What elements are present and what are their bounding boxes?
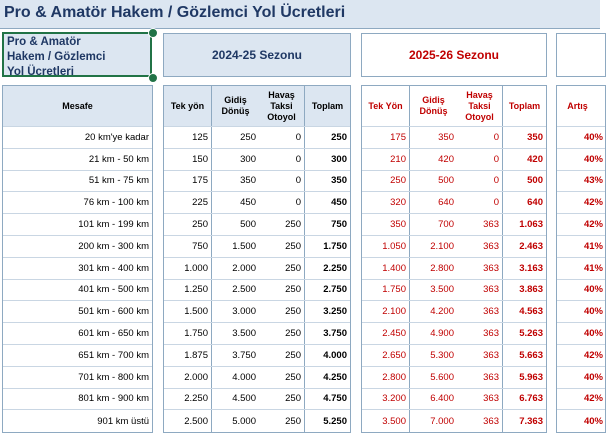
s25-one-way-cell[interactable]: 320 — [362, 192, 410, 213]
increase-row — [557, 127, 605, 149]
s24-round-trip-cell[interactable]: 3.000 — [232, 306, 256, 318]
s24-round-trip-cell[interactable]: 2.500 — [232, 284, 256, 296]
selection-handle-bottom-right[interactable] — [148, 73, 158, 83]
distance-cell[interactable]: 801 km - 900 km — [78, 393, 149, 405]
s24-one-way-cell[interactable]: 2.250 — [164, 389, 212, 410]
s25-round-trip-cell[interactable]: 500 — [438, 175, 454, 187]
s25-total-cell[interactable]: 5.263 — [519, 328, 543, 340]
season-2024-row — [164, 367, 350, 389]
s25-one-way-cell[interactable]: 1.400 — [362, 258, 410, 279]
distance-cell[interactable]: 51 km - 75 km — [88, 175, 149, 187]
season-2025-row — [362, 149, 546, 171]
s24-total-cell[interactable]: 2.250 — [323, 262, 347, 274]
distance-cell[interactable]: 501 km - 600 km — [78, 306, 149, 318]
s25-one-way-cell[interactable]: 1.750 — [362, 280, 410, 301]
distance-row — [3, 389, 152, 411]
selected-cell-line-1: Pro & Amatör — [7, 36, 81, 48]
season-2025-row — [362, 323, 546, 345]
increase-header-row — [557, 86, 605, 127]
increase-cell[interactable]: 42% — [583, 393, 603, 405]
season-2024-row — [164, 236, 350, 258]
s24-one-way-cell[interactable]: 1.250 — [164, 280, 212, 301]
season-2024-header[interactable]: 2024-25 Sezonu — [163, 33, 351, 77]
s24-taxi-cell[interactable]: 250 — [259, 214, 305, 235]
s24-one-way-cell[interactable]: 175 — [164, 171, 212, 192]
season-2024-row — [164, 301, 350, 323]
distance-column — [2, 85, 153, 433]
s24-taxi-cell[interactable]: 250 — [259, 345, 305, 366]
increase-row — [557, 258, 605, 280]
s25-taxi-cell[interactable]: 363 — [457, 410, 503, 432]
s25-round-trip-cell[interactable]: 5.300 — [430, 349, 454, 361]
s24-total-cell[interactable]: 5.250 — [323, 415, 347, 427]
selected-cell-text — [7, 35, 105, 80]
distance-header-row — [3, 86, 152, 127]
increase-cell[interactable]: 43% — [583, 175, 603, 187]
s24-round-trip-cell[interactable]: 5.000 — [232, 415, 256, 427]
distance-row — [3, 149, 152, 171]
s24-one-way-cell[interactable]: 225 — [164, 192, 212, 213]
distance-row — [3, 192, 152, 214]
increase-row — [557, 389, 605, 411]
distance-row — [3, 367, 152, 389]
season-2024-row — [164, 171, 350, 193]
increase-row — [557, 280, 605, 302]
s24-taxi-cell[interactable]: 250 — [259, 258, 305, 279]
s24-total-cell[interactable]: 3.750 — [323, 328, 347, 340]
s24-one-way-cell[interactable]: 1.875 — [164, 345, 212, 366]
selection-handle-top-right[interactable] — [148, 28, 158, 38]
increase-row — [557, 410, 605, 432]
s24-round-trip-cell[interactable]: 4.500 — [232, 393, 256, 405]
s25-total-cell[interactable]: 420 — [527, 153, 543, 165]
increase-row — [557, 323, 605, 345]
s24-one-way-cell[interactable]: 125 — [164, 127, 212, 148]
s24-one-way-cell[interactable]: 2.500 — [164, 410, 212, 432]
s25-taxi-header[interactable]: Havaş Taksi Otoyol — [457, 86, 503, 126]
s25-total-cell[interactable]: 7.363 — [519, 415, 543, 427]
s24-round-trip-cell[interactable]: 500 — [240, 219, 256, 231]
s24-total-cell[interactable]: 350 — [331, 175, 347, 187]
season-2024-row — [164, 149, 350, 171]
s25-round-trip-cell[interactable]: 2.100 — [430, 240, 454, 252]
s25-one-way-cell[interactable]: 3.200 — [362, 389, 410, 410]
increase-cell[interactable]: 42% — [583, 219, 603, 231]
s24-one-way-cell[interactable]: 1.500 — [164, 301, 212, 322]
s25-taxi-cell[interactable]: 363 — [457, 323, 503, 344]
s25-taxi-cell[interactable]: 0 — [457, 127, 503, 148]
s24-total-cell[interactable]: 250 — [331, 131, 347, 143]
s24-taxi-cell[interactable]: 0 — [259, 171, 305, 192]
s25-total-cell[interactable]: 1.063 — [519, 219, 543, 231]
distance-cell[interactable]: 651 km - 700 km — [78, 349, 149, 361]
s24-total-cell[interactable]: 2.750 — [323, 284, 347, 296]
increase-cell[interactable]: 40% — [583, 153, 603, 165]
s25-taxi-cell[interactable]: 0 — [457, 171, 503, 192]
distance-row — [3, 410, 152, 432]
s25-total-cell[interactable]: 3.863 — [519, 284, 543, 296]
season-2025-row — [362, 410, 546, 432]
season-2024-table — [163, 85, 351, 433]
s25-taxi-cell[interactable]: 363 — [457, 389, 503, 410]
s25-round-trip-cell[interactable]: 700 — [438, 219, 454, 231]
increase-cell[interactable]: 40% — [583, 415, 603, 427]
s25-one-way-cell[interactable]: 210 — [362, 149, 410, 170]
s24-round-trip-cell[interactable]: 3.750 — [232, 349, 256, 361]
s25-total-cell[interactable]: 500 — [527, 175, 543, 187]
season-2025-table — [361, 85, 547, 433]
distance-header-cell[interactable]: Mesafe — [62, 100, 93, 111]
s24-one-way-cell[interactable]: 750 — [164, 236, 212, 257]
s25-one-way-cell[interactable]: 3.500 — [362, 410, 410, 432]
s24-one-way-cell[interactable]: 250 — [164, 214, 212, 235]
s24-round-trip-cell[interactable]: 3.500 — [232, 328, 256, 340]
s25-total-cell[interactable]: 640 — [527, 197, 543, 209]
increase-cell[interactable]: 40% — [583, 306, 603, 318]
s24-total-header[interactable]: Toplam — [311, 100, 344, 111]
selected-cell-line-2: Hakem / Gözlemci — [7, 51, 106, 63]
s24-taxi-cell[interactable]: 250 — [259, 301, 305, 322]
season-2024-row — [164, 214, 350, 236]
s25-taxi-cell[interactable]: 363 — [457, 367, 503, 388]
s25-one-way-cell[interactable]: 2.650 — [362, 345, 410, 366]
season-2025-header[interactable]: 2025-26 Sezonu — [361, 33, 547, 77]
s25-round-trip-cell[interactable]: 350 — [438, 131, 454, 143]
season-2024-row — [164, 192, 350, 214]
season-2025-row — [362, 367, 546, 389]
increase-row — [557, 171, 605, 193]
s24-round-trip-cell[interactable]: 450 — [240, 197, 256, 209]
s25-total-cell[interactable]: 4.563 — [519, 306, 543, 318]
increase-cell[interactable]: 40% — [583, 131, 603, 143]
s24-total-cell[interactable]: 3.250 — [323, 306, 347, 318]
s25-taxi-cell[interactable]: 363 — [457, 236, 503, 257]
increase-cell[interactable]: 42% — [583, 197, 603, 209]
s24-round-trip-header[interactable]: Gidiş Dönüş — [221, 95, 250, 116]
season-2024-row — [164, 258, 350, 280]
season-2025-row — [362, 345, 546, 367]
s25-one-way-cell[interactable]: 250 — [362, 171, 410, 192]
s25-taxi-cell[interactable]: 363 — [457, 258, 503, 279]
increase-column — [556, 85, 606, 433]
s24-taxi-cell[interactable]: 250 — [259, 323, 305, 344]
distance-row — [3, 236, 152, 258]
season-2025-row — [362, 236, 546, 258]
s25-taxi-cell[interactable]: 363 — [457, 214, 503, 235]
s24-total-cell[interactable]: 4.250 — [323, 371, 347, 383]
s24-taxi-cell[interactable]: 250 — [259, 280, 305, 301]
s24-taxi-cell[interactable]: 0 — [259, 149, 305, 170]
s25-round-trip-cell[interactable]: 4.200 — [430, 306, 454, 318]
s25-total-cell[interactable]: 6.763 — [519, 393, 543, 405]
season-2025-row — [362, 192, 546, 214]
s25-round-trip-cell[interactable]: 640 — [438, 197, 454, 209]
increase-row — [557, 345, 605, 367]
distance-row — [3, 214, 152, 236]
s25-round-trip-cell[interactable]: 7.000 — [430, 415, 454, 427]
distance-cell[interactable]: 20 km'ye kadar — [84, 131, 149, 143]
s24-total-cell[interactable]: 1.750 — [323, 240, 347, 252]
season-2024-row — [164, 127, 350, 149]
s24-taxi-cell[interactable]: 0 — [259, 127, 305, 148]
s24-total-cell[interactable]: 300 — [331, 153, 347, 165]
season-2025-row — [362, 127, 546, 149]
s25-taxi-cell[interactable]: 0 — [457, 149, 503, 170]
distance-cell[interactable]: 401 km - 500 km — [78, 284, 149, 296]
distance-cell[interactable]: 76 km - 100 km — [83, 197, 149, 209]
s25-total-cell[interactable]: 350 — [527, 131, 543, 143]
distance-row — [3, 127, 152, 149]
distance-row — [3, 345, 152, 367]
s25-one-way-cell[interactable]: 350 — [362, 214, 410, 235]
s24-total-cell[interactable]: 4.750 — [323, 393, 347, 405]
title-bar — [0, 0, 600, 29]
increase-row — [557, 367, 605, 389]
s24-one-way-cell[interactable]: 1.000 — [164, 258, 212, 279]
s25-one-way-cell[interactable]: 1.050 — [362, 236, 410, 257]
season-2025-header-row — [362, 86, 546, 127]
increase-cell[interactable]: 40% — [583, 371, 603, 383]
s25-round-trip-cell[interactable]: 2.800 — [430, 262, 454, 274]
season-2024-row — [164, 410, 350, 432]
distance-cell[interactable]: 301 km - 400 km — [78, 262, 149, 274]
season-2024-row — [164, 345, 350, 367]
s24-taxi-cell[interactable]: 250 — [259, 389, 305, 410]
s24-round-trip-cell[interactable]: 1.500 — [232, 240, 256, 252]
s25-one-way-header[interactable]: Tek Yön — [362, 86, 410, 126]
s24-taxi-cell[interactable]: 250 — [259, 236, 305, 257]
distance-row — [3, 171, 152, 193]
distance-row — [3, 323, 152, 345]
s25-one-way-cell[interactable]: 2.800 — [362, 367, 410, 388]
distance-cell[interactable]: 21 km - 50 km — [88, 153, 149, 165]
s24-total-cell[interactable]: 4.000 — [323, 349, 347, 361]
s24-round-trip-cell[interactable]: 2.000 — [232, 262, 256, 274]
s25-total-cell[interactable]: 2.463 — [519, 240, 543, 252]
s24-taxi-header[interactable]: Havaş Taksi Otoyol — [259, 86, 305, 126]
season-2024-row — [164, 389, 350, 411]
s25-total-header[interactable]: Toplam — [508, 100, 541, 111]
selected-title-cell[interactable] — [2, 32, 152, 77]
s25-round-trip-cell[interactable]: 4.900 — [430, 328, 454, 340]
season-2024-header-row — [164, 86, 350, 127]
s25-one-way-cell[interactable]: 2.450 — [362, 323, 410, 344]
increase-cell[interactable]: 40% — [583, 328, 603, 340]
s25-total-cell[interactable]: 3.163 — [519, 262, 543, 274]
s25-taxi-cell[interactable]: 363 — [457, 301, 503, 322]
s24-round-trip-cell[interactable]: 4.000 — [232, 371, 256, 383]
s24-one-way-header[interactable]: Tek yön — [164, 86, 212, 126]
s24-round-trip-cell[interactable]: 350 — [240, 175, 256, 187]
selected-cell-line-3: Yol Ücretleri — [7, 66, 74, 78]
increase-row — [557, 192, 605, 214]
s24-taxi-cell[interactable]: 0 — [259, 192, 305, 213]
distance-row — [3, 258, 152, 280]
increase-cell[interactable]: 41% — [583, 240, 603, 252]
artis-header-spacer[interactable] — [556, 33, 606, 77]
s24-one-way-cell[interactable]: 1.750 — [164, 323, 212, 344]
increase-row — [557, 236, 605, 258]
s25-one-way-cell[interactable]: 2.100 — [362, 301, 410, 322]
s25-one-way-cell[interactable]: 175 — [362, 127, 410, 148]
distance-cell[interactable]: 200 km - 300 km — [78, 240, 149, 252]
season-2025-row — [362, 171, 546, 193]
increase-header-cell[interactable]: Artış — [567, 100, 588, 111]
s24-one-way-cell[interactable]: 2.000 — [164, 367, 212, 388]
s24-total-cell[interactable]: 450 — [331, 197, 347, 209]
season-2025-row — [362, 301, 546, 323]
distance-row — [3, 280, 152, 302]
increase-cell[interactable]: 41% — [583, 262, 603, 274]
season-2024-row — [164, 280, 350, 302]
s25-total-cell[interactable]: 5.663 — [519, 349, 543, 361]
season-2025-row — [362, 258, 546, 280]
distance-cell[interactable]: 701 km - 800 km — [78, 371, 149, 383]
increase-row — [557, 214, 605, 236]
s24-one-way-cell[interactable]: 150 — [164, 149, 212, 170]
s24-total-cell[interactable]: 750 — [331, 219, 347, 231]
s25-round-trip-cell[interactable]: 3.500 — [430, 284, 454, 296]
s24-round-trip-cell[interactable]: 250 — [240, 131, 256, 143]
increase-cell[interactable]: 40% — [583, 284, 603, 296]
distance-row — [3, 301, 152, 323]
s24-taxi-cell[interactable]: 250 — [259, 367, 305, 388]
s25-taxi-cell[interactable]: 0 — [457, 192, 503, 213]
increase-row — [557, 301, 605, 323]
s24-round-trip-cell[interactable]: 300 — [240, 153, 256, 165]
increase-row — [557, 149, 605, 171]
s25-total-cell[interactable]: 5.963 — [519, 371, 543, 383]
s25-round-trip-cell[interactable]: 420 — [438, 153, 454, 165]
s24-taxi-cell[interactable]: 250 — [259, 410, 305, 432]
s25-round-trip-cell[interactable]: 6.400 — [430, 393, 454, 405]
season-2025-row — [362, 280, 546, 302]
distance-cell[interactable]: 901 km üstü — [97, 415, 149, 427]
season-2025-row — [362, 214, 546, 236]
increase-cell[interactable]: 42% — [583, 349, 603, 361]
distance-cell[interactable]: 101 km - 199 km — [78, 219, 149, 231]
s25-taxi-cell[interactable]: 363 — [457, 345, 503, 366]
season-2024-row — [164, 323, 350, 345]
s25-taxi-cell[interactable]: 363 — [457, 280, 503, 301]
distance-cell[interactable]: 601 km - 650 km — [78, 328, 149, 340]
s25-round-trip-cell[interactable]: 5.600 — [430, 371, 454, 383]
season-2025-row — [362, 389, 546, 411]
sheet-title[interactable]: Pro & Amatör Hakem / Gözlemci Yol Ücretleri — [4, 4, 346, 21]
s25-round-trip-header[interactable]: Gidiş Dönüş — [419, 95, 448, 116]
